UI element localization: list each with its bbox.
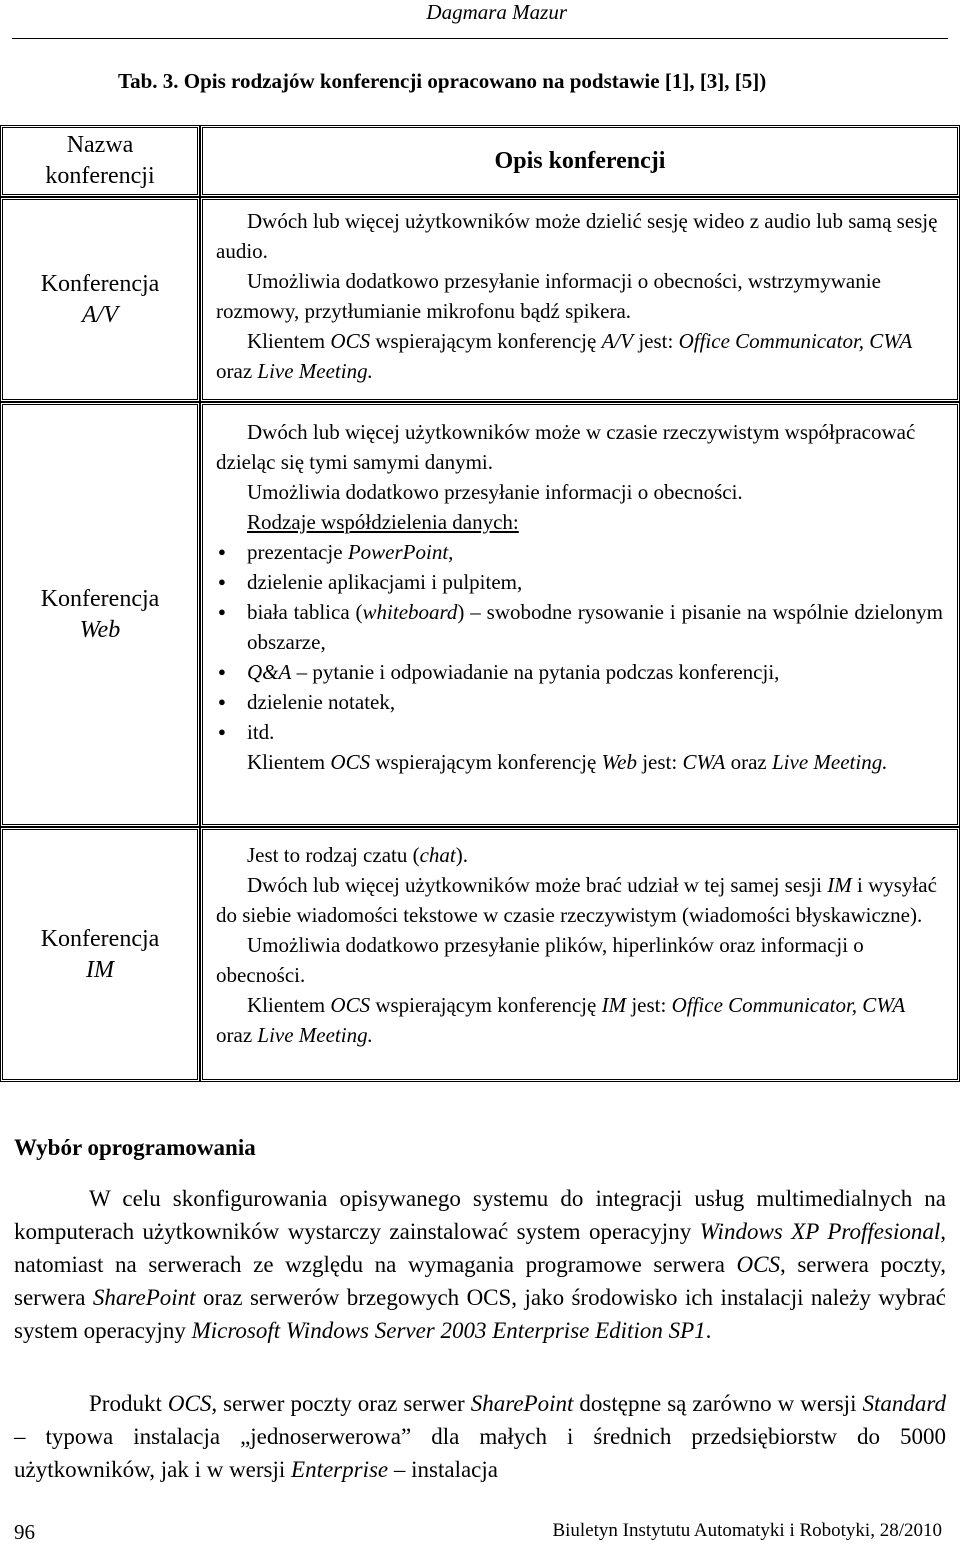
description-paragraph: Umożliwia dodatkowo przesyłanie plików, hiperlinków oraz informacji o obecności.	[216, 933, 864, 987]
col-header-name-line1: Nazwa	[66, 132, 134, 158]
description-paragraph: Dwóch lub więcej użytkowników może dzielić sesję wideo z audio lub samą sesję audio.	[216, 209, 938, 263]
body-paragraph-2: Produkt OCS, serwer poczty oraz serwer SharePoint dostępne są zarówno w wersji Standard – typowa instalacja „jednoserwerowa” dla małych i średnich przedsiębiorstw do 5000 użytkowników, jak i w wersji Enterprise – instalacja	[14, 1391, 946, 1482]
description-paragraph: Rodzaje współdzielenia danych:	[247, 510, 519, 534]
row-name-line1: Konferencja	[40, 270, 160, 297]
table-caption: Tab. 3. Opis rodzajów konferencji opracowano na podstawie [1], [3], [5])	[118, 69, 767, 93]
list-item: ● Q&A – pytanie i odpowiadanie na pytania podczas konferencji,	[216, 657, 943, 687]
list-item: ● dzielenie notatek,	[216, 687, 943, 717]
description-paragraph: Klientem OCS wspierającym konferencję IM jest: Office Communicator, CWA oraz Live Meeting.	[216, 993, 906, 1047]
description-paragraph: Klientem OCS wspierającym konferencję A/V jest: Office Communicator, CWA oraz Live Meeting.	[216, 329, 913, 383]
section-heading: Wybór oprogramowania	[14, 1135, 256, 1160]
col-header-description-label: Opis konferencji	[494, 147, 666, 174]
row-name-line2: A/V	[82, 301, 118, 328]
list-item: ● biała tablica (whiteboard) – swobodne rysowanie i pisanie na wspólnie dzielonym obszarze,	[216, 597, 943, 657]
description-paragraph: Klientem OCS wspierającym konferencję Web jest: CWA oraz Live Meeting.	[247, 750, 888, 774]
row-description-im	[200, 827, 960, 1082]
row-description-web	[200, 402, 960, 827]
table-row	[0, 827, 960, 1082]
list-item: ● itd.	[216, 717, 943, 747]
row-name-line1: Konferencja	[40, 925, 160, 952]
row-name-line2: IM	[86, 956, 114, 983]
description-paragraph: Jest to rodzaj czatu (chat).	[247, 843, 468, 867]
journal-footer: Biuletyn Instytutu Automatyki i Robotyki, 28/2010	[552, 1520, 942, 1541]
description-paragraph: Dwóch lub więcej użytkowników może w czasie rzeczywistym współpracować dzieląc się tymi samymi danymi.	[216, 420, 916, 474]
table-header-row	[0, 125, 960, 197]
description-paragraph: Umożliwia dodatkowo przesyłanie informacji o obecności, wstrzymywanie rozmowy, przytłumianie mikrofonu bądź spikera.	[216, 269, 881, 323]
table-row	[0, 402, 960, 827]
conference-table	[0, 125, 960, 1082]
row-description-av	[200, 197, 960, 402]
list-item: ● prezentacje PowerPoint,	[216, 537, 943, 567]
row-name-av	[0, 197, 200, 402]
row-name-line1: Konferencja	[40, 585, 160, 612]
col-header-name-line2: konferencji	[45, 163, 155, 189]
page-number: 96	[14, 1520, 35, 1544]
body-paragraph-1: W celu skonfigurowania opisywanego systemu do integracji usług multimedialnych na komputerach użytkowników wystarczy zainstalować system operacyjny Windows XP Proffesional, natomiast na serwerach ze względu na wymagania programowe serwera OCS, serwera poczty, serwera SharePoint oraz serwerów brzegowych OCS, jako środowisko ich instalacji należy wybrać system operacyjny Microsoft Windows Server 2003 Enterprise Edition SP1.	[14, 1186, 946, 1343]
sharing-types-list	[216, 537, 943, 747]
table-row	[0, 197, 960, 402]
row-name-web	[0, 402, 200, 827]
list-item: ● dzielenie aplikacjami i pulpitem,	[216, 567, 943, 597]
running-header-author: Dagmara Mazur	[426, 0, 567, 24]
row-name-line2: Web	[79, 616, 121, 643]
row-name-im	[0, 827, 200, 1082]
col-header-description	[200, 125, 960, 197]
description-paragraph: Dwóch lub więcej użytkowników może brać udział w tej samej sesji IM i wysyłać do siebie wiadomości tekstowe w czasie rzeczywistym (wiadomości błyskawiczne).	[216, 873, 937, 927]
header-rule	[12, 38, 948, 39]
col-header-name	[0, 125, 200, 197]
description-paragraph: Umożliwia dodatkowo przesyłanie informacji o obecności.	[247, 480, 743, 504]
